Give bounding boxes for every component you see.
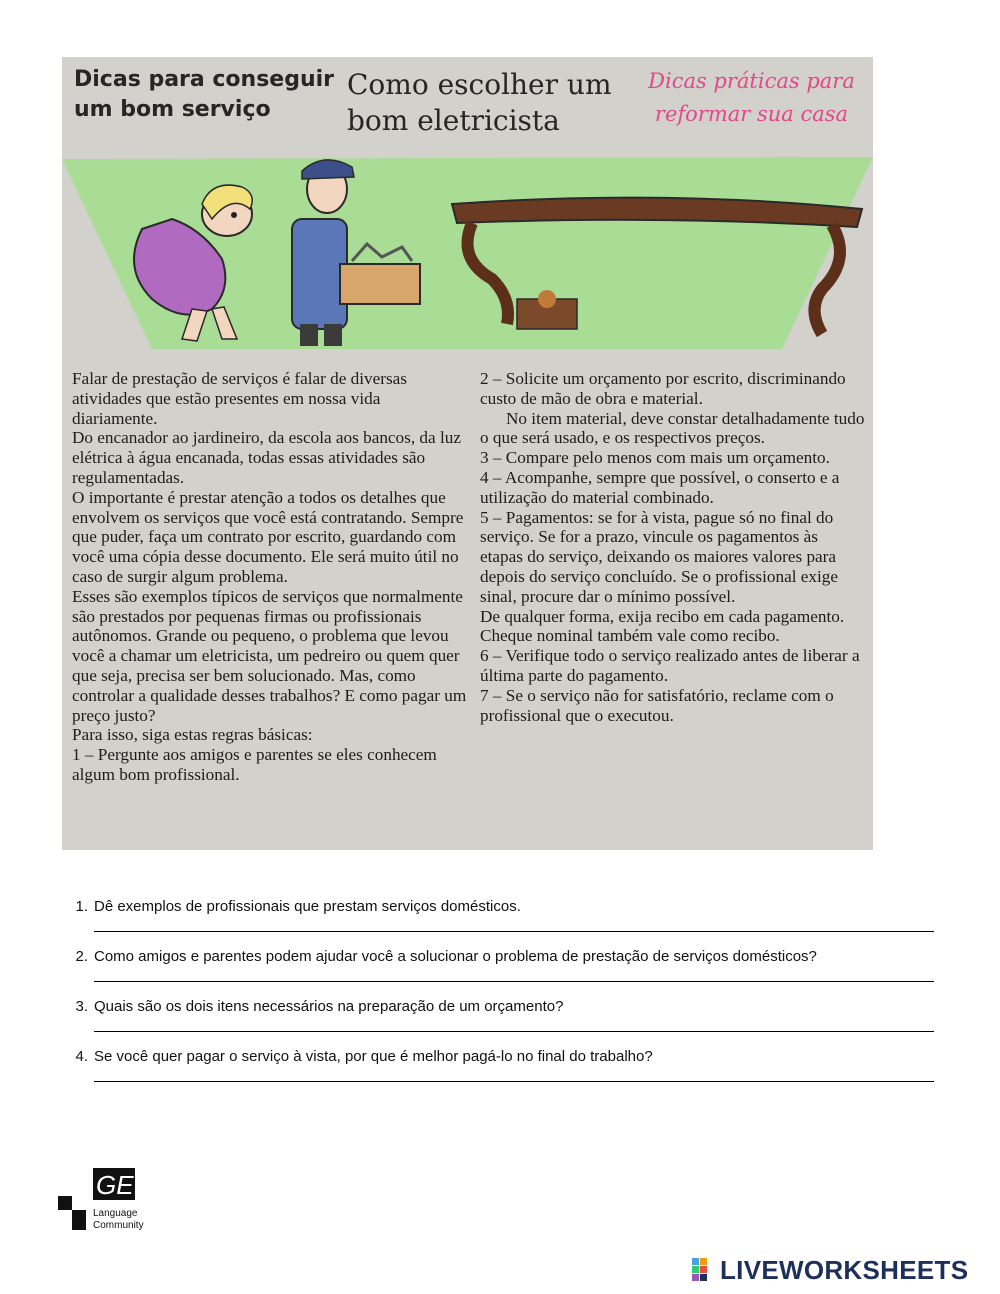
- question-number: 1.: [75, 898, 88, 915]
- heading-practical-tips: Dicas práticas para reformar sua casa: [648, 69, 855, 126]
- article-headings: [62, 57, 873, 147]
- paragraph: 7 – Se o serviço não for satisfatório, reclame com o profissional que o executou.: [480, 685, 834, 725]
- heading-electrician: Como escolher um bom eletricista: [347, 68, 612, 137]
- gead-sub-text: Community: [93, 1220, 144, 1231]
- answer-line[interactable]: [94, 1031, 934, 1032]
- paragraph: Do encanador ao jardineiro, da escola aos bancos, da luz elétrica à água encanada, todas essas atividades são regulamentadas.: [72, 428, 461, 487]
- paragraph: 6 – Verifique todo o serviço realizado antes de liberar a última parte do pagamento.: [480, 646, 860, 685]
- question-text: Se você quer pagar o serviço à vista, por que é melhor pagá-lo no final do trabalho?: [94, 1048, 653, 1065]
- paragraph: O importante é prestar atenção a todos os detalhes que envolvem os serviços que você está contratando. Sempre que puder, faça um contrato por escrito, guardando com você uma cópia desse documento. Ele será muito útil no caso de surgir algum problema.: [72, 487, 464, 586]
- question-item: [62, 998, 942, 1048]
- liveworksheets-logo: [692, 1254, 992, 1286]
- article-left-column: [72, 369, 467, 785]
- answer-line[interactable]: [94, 981, 934, 982]
- article-right-column: [480, 369, 865, 725]
- paragraph: Falar de prestação de serviços é falar de diversas atividades que estão presentes em nossa vida diariamente.: [72, 369, 407, 428]
- paragraph: 3 – Compare pelo menos com mais um orçamento.: [480, 448, 830, 468]
- question-list: [62, 898, 942, 1098]
- question-text: Dê exemplos de profissionais que prestam serviços domésticos.: [94, 898, 521, 915]
- paragraph: No item material, deve constar detalhadamente tudo o que será usado, e os respectivos preços.: [480, 408, 865, 448]
- question-text: Como amigos e parentes podem ajudar você a solucionar o problema de prestação de serviços domésticos?: [94, 948, 817, 965]
- paragraph: 2 – Solicite um orçamento por escrito, discriminando custo de mão de obra e material.: [480, 369, 846, 408]
- question-item: [62, 898, 942, 948]
- paragraph: 1 – Pergunte aos amigos e parentes se eles conhecem algum bom profissional.: [72, 745, 437, 784]
- question-number: 3.: [75, 998, 88, 1015]
- gead-logo: [58, 1168, 178, 1238]
- article-scan: [62, 57, 873, 850]
- paragraph: De qualquer forma, exija recibo em cada pagamento. Cheque nominal também vale como recibo.: [480, 606, 845, 646]
- question-item: [62, 948, 942, 998]
- paragraph: Esses são exemplos típicos de serviços que normalmente são prestados por pequenas firmas ou profissionais autônomos. Grande ou pequeno, o problema que levou você a chamar um eletricista, um pedreiro ou quem quer que seja, precisa ser bem solucionado. Mas, como controlar a qualidade desses trabalhos? E como pagar um preço justo?: [72, 586, 467, 725]
- answer-line[interactable]: [94, 931, 934, 932]
- heading-tips: Dicas para conseguir um bom serviço: [74, 67, 335, 122]
- liveworksheets-text: LIVEWORKSHEETS: [720, 1255, 969, 1285]
- liveworksheets-icon: [692, 1258, 718, 1284]
- paragraph: 5 – Pagamentos: se for à vista, pague só no final do serviço. Se for a prazo, vincule os pagamentos às etapas do serviço, deixando os maiores valores para depois do serviço concluído. Se o profissional exige sinal, procure dar o mínimo possível.: [480, 507, 839, 606]
- gead-sub-text: Language: [93, 1208, 138, 1219]
- illustration: [62, 149, 873, 349]
- paragraph: 4 – Acompanhe, sempre que possível, o conserto e a utilização do material combinado.: [480, 467, 840, 507]
- question-text: Quais são os dois itens necessários na preparação de um orçamento?: [94, 998, 564, 1015]
- paragraph: Para isso, siga estas regras básicas:: [72, 725, 313, 745]
- answer-line[interactable]: [94, 1081, 934, 1082]
- gead-main-text: GE AD: [96, 1170, 176, 1200]
- question-number: 2.: [75, 948, 88, 965]
- question-number: 4.: [75, 1048, 88, 1065]
- question-item: [62, 1048, 942, 1098]
